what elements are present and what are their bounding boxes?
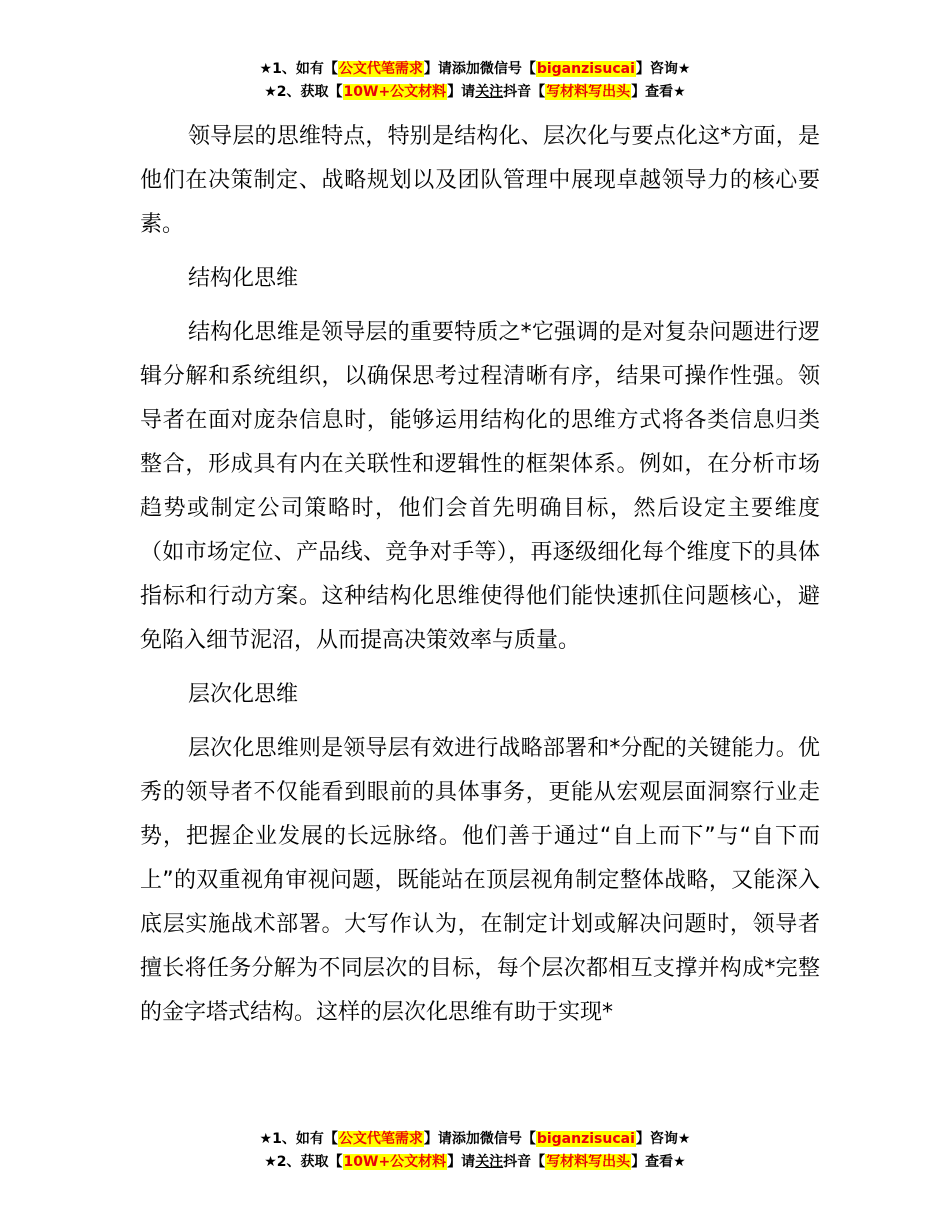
banner-text: ★2、获取【 xyxy=(264,1154,343,1170)
highlight-text: 公文代笔需求 xyxy=(338,1131,423,1147)
underlined-text: 关注 xyxy=(475,84,504,100)
banner-text: ★1、如有【 xyxy=(259,61,338,77)
banner-line-2 xyxy=(0,1151,950,1174)
header-banner xyxy=(0,58,950,104)
banner-text: ★1、如有【 xyxy=(259,1131,338,1147)
banner-text: 】请 xyxy=(447,1154,476,1170)
banner-text: 抖音【 xyxy=(503,1154,546,1170)
banner-line-2 xyxy=(0,81,950,104)
banner-text: 】查看★ xyxy=(631,84,686,100)
banner-text: 】咨询★ xyxy=(635,1131,691,1147)
section-heading: 结构化思维 xyxy=(188,266,299,291)
highlight-text: 写材料写出头 xyxy=(546,84,631,100)
highlight-text: 10W+公文材料 xyxy=(343,1154,447,1170)
banner-line-1 xyxy=(0,1128,950,1151)
banner-line-1 xyxy=(0,58,950,81)
wechat-id: biganzisucai xyxy=(536,1131,635,1147)
document-body xyxy=(140,115,820,1045)
banner-text: 】查看★ xyxy=(631,1154,686,1170)
wechat-id: biganzisucai xyxy=(536,61,635,77)
banner-text: 】请 xyxy=(447,84,476,100)
highlight-text: 写材料写出头 xyxy=(546,1154,631,1170)
highlight-text: 公文代笔需求 xyxy=(338,61,423,77)
banner-text: 】咨询★ xyxy=(635,61,691,77)
underlined-text: 关注 xyxy=(475,1154,504,1170)
footer-banner xyxy=(0,1128,950,1174)
section-heading: 层次化思维 xyxy=(188,682,299,707)
banner-text: ★2、获取【 xyxy=(264,84,343,100)
banner-text: 抖音【 xyxy=(503,84,546,100)
paragraph: 结构化思维是领导层的重要特质之*它强调的是对复杂问题进行逻辑分解和系统组织，以确保思考过程清晰有序，结果可操作性强。领导者在面对庞杂信息时，能够运用结构化的思维方式将各类信息归类整合，形成具有内在关联性和逻辑性的框架体系。例如，在分析市场趋势或制定公司策略时，他们会首先明确目标，然后设定主要维度（如市场定位、产品线、竞争对手等），再逐级细化每个维度下的具体指标和行动方案。这种结构化思维使得他们能快速抓住问题核心，避免陷入细节泥沼，从而提高决策效率与质量。 xyxy=(140,320,820,653)
banner-text: 】请添加微信号【 xyxy=(423,61,536,77)
highlight-text: 10W+公文材料 xyxy=(343,84,447,100)
banner-text: 】请添加微信号【 xyxy=(423,1131,536,1147)
paragraph: 领导层的思维特点，特别是结构化、层次化与要点化这*方面，是他们在决策制定、战略规划以及团队管理中展现卓越领导力的核心要素。 xyxy=(140,124,820,237)
paragraph: 层次化思维则是领导层有效进行战略部署和*分配的关键能力。优秀的领导者不仅能看到眼前的具体事务，更能从宏观层面洞察行业走势，把握企业发展的长远脉络。他们善于通过“自上而下”与“自下而上”的双重视角审视问题，既能站在顶层视角制定整体战略，又能深入底层实施战术部署。大写作认为，在制定计划或解决问题时，领导者擅长将任务分解为不同层次的目标，每个层次都相互支撑并构成*完整的金字塔式结构。这样的层次化思维有助于实现* xyxy=(140,736,820,1025)
